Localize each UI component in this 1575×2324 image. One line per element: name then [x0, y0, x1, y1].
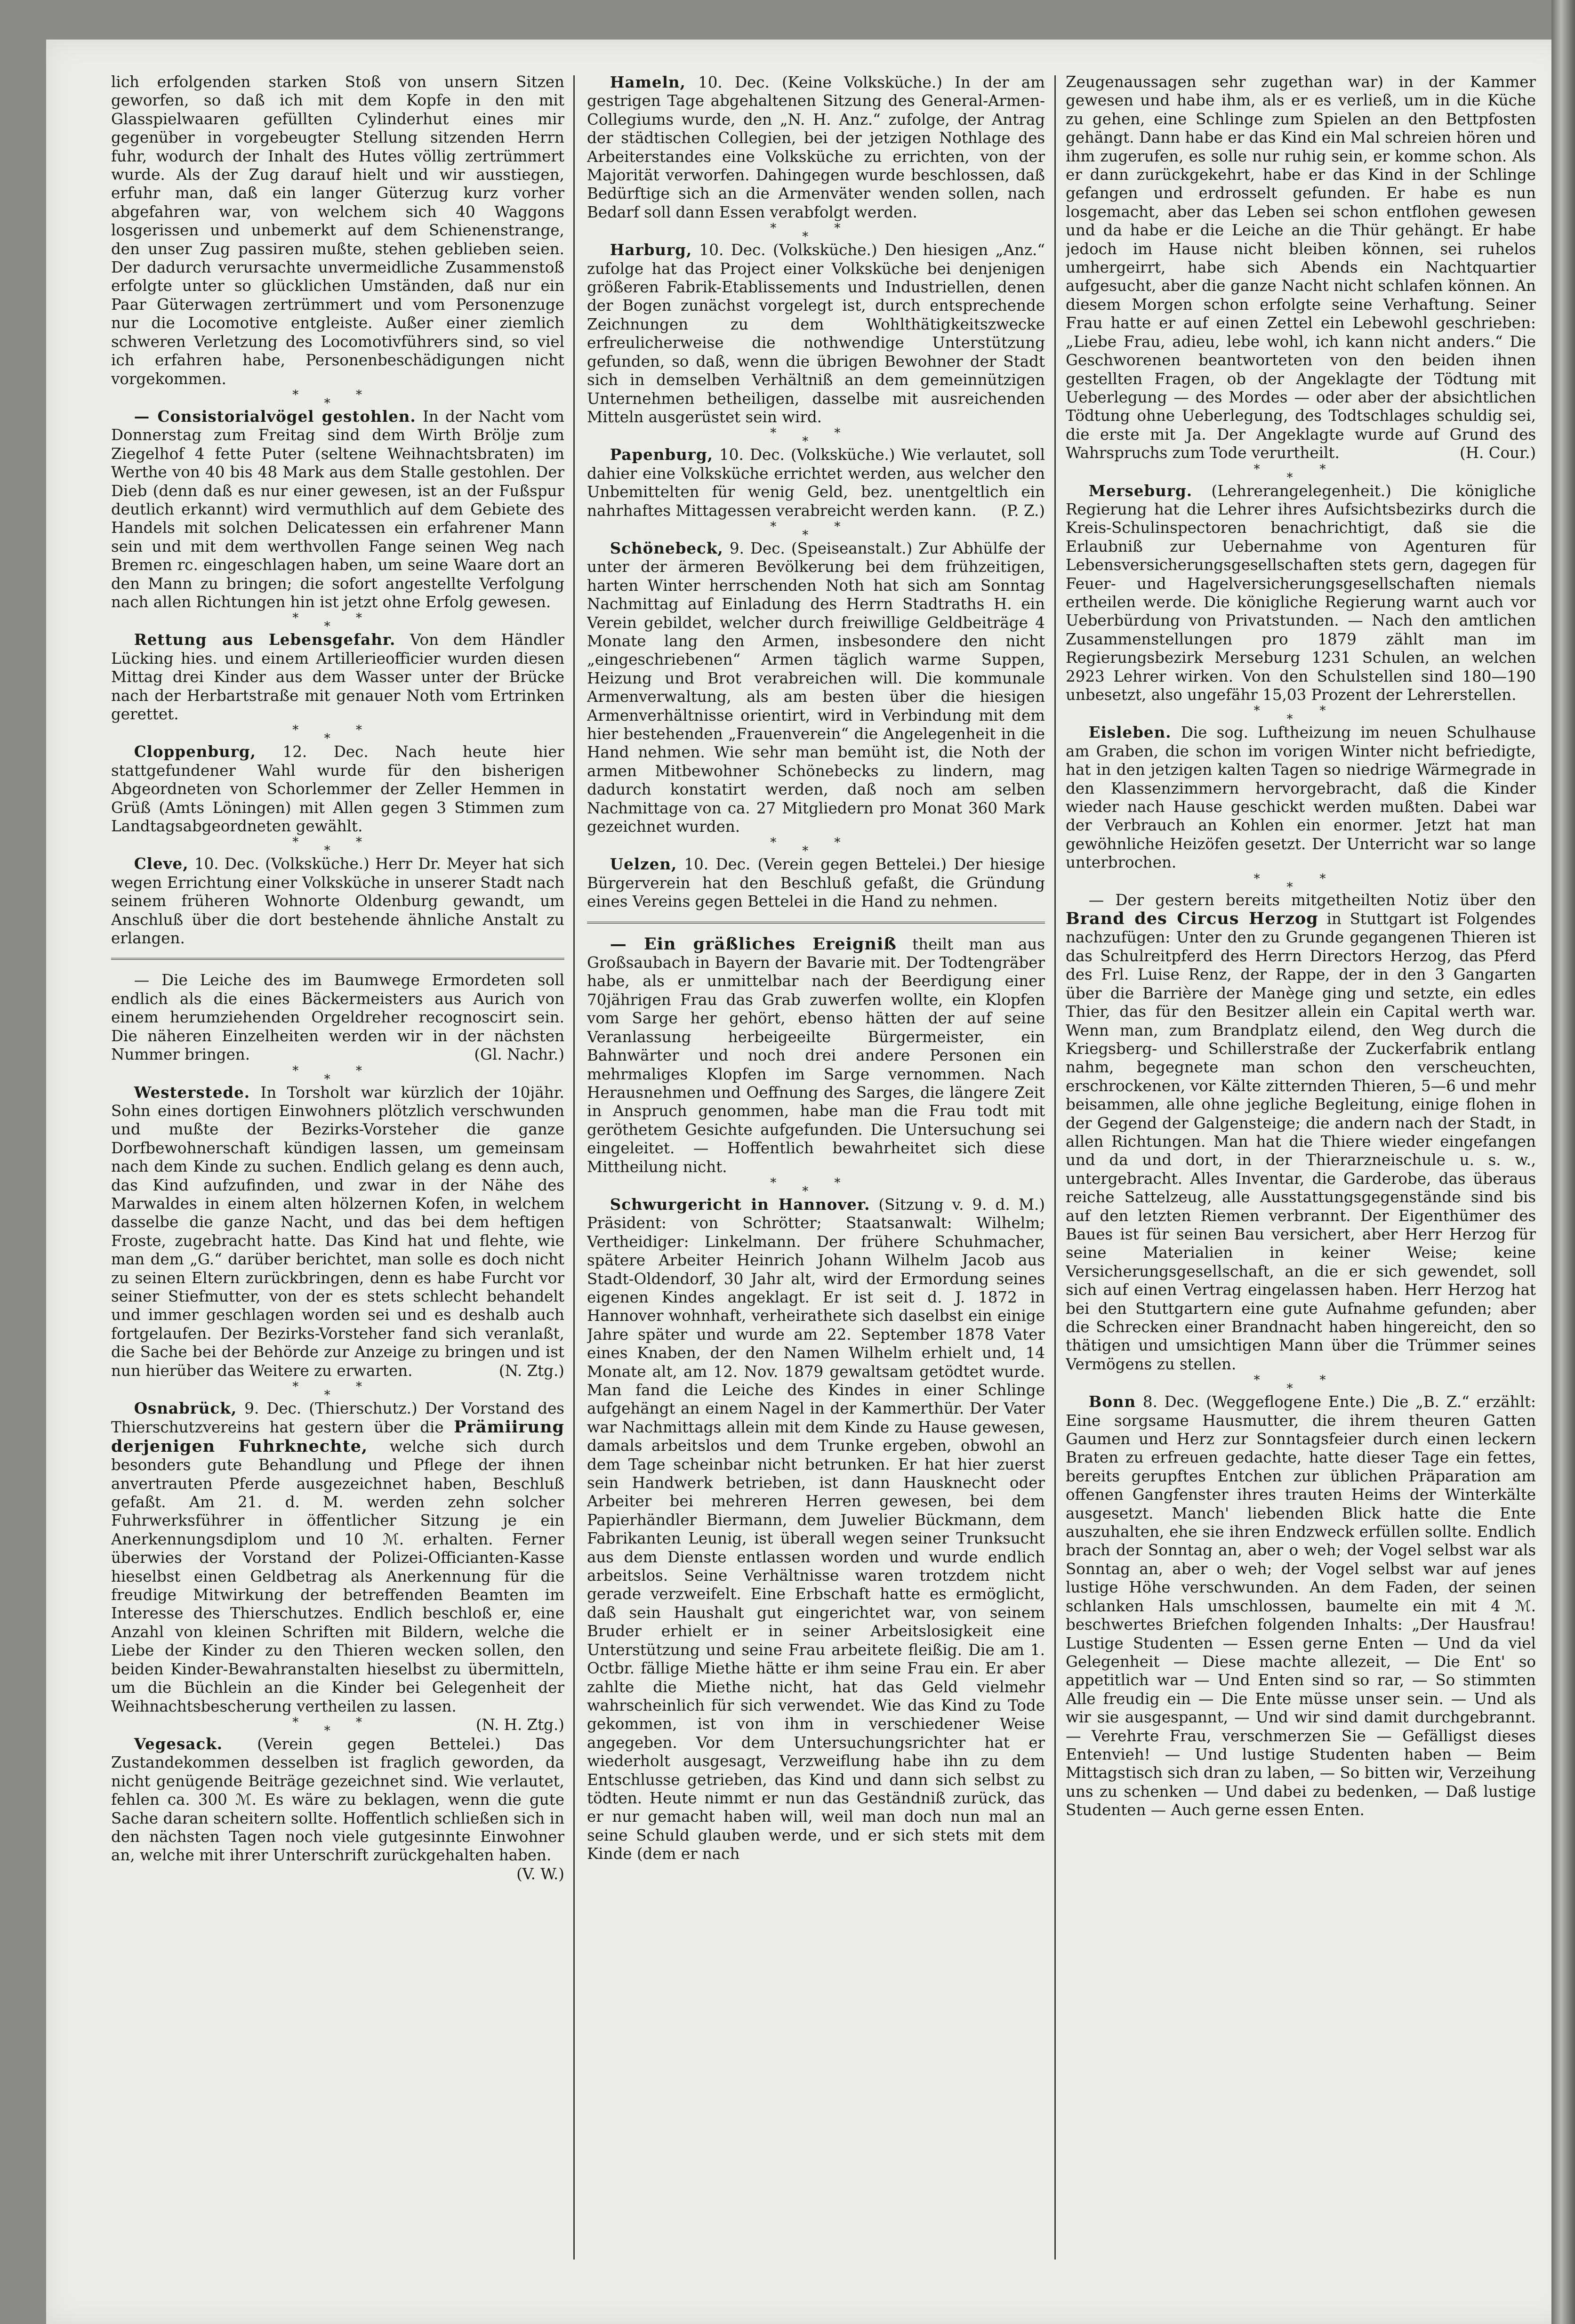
article-body: lich erfolgenden starken Stoß von unsern Sitzen geworfen, so daß ich mit dem Kopfe in den mit Glasspielwaaren gefüllten Cylinderhut eines mir gegenüber in vorgebeugter Stellung sitzenden Herrn fuhr, wodurch der Inhalt des Hutes völlig zertrümmert wurde. Als der Zug darauf hielt und wir ausstiegen, erfuhr man, daß ein langer Güterzug kurz vorher abgefahren war, von welchem sich 40 Waggons losgerissen und unbemerkt auf dem Schienenstrange, den unser Zug passiren mußte, stehen geblieben seien. Der dadurch verursachte unvermeidliche Zusammenstoß erfolgte unter so glücklichen Umständen, daß nur ein Paar Güterwagen zertrümmert und vom Personenzuge nur die Locomotive entgleiste. Außer einer ziemlich schweren Verletzung des Locomotivführers sind, so viel ich erfahren habe, Personenbeschädigungen nicht vorgekommen.	[111, 73, 564, 388]
article-body: welche sich durch besonders gute Behandlung und Pflege der ihnen anvertrauten Pferde ausgezeichnet haben, Beschluß gefaßt. Am 21. d. M. werden zehn solcher Fuhrwerksführer in öffentlicher Sitzung je ein Anerkennungsdiplom und 10 ℳ. erhalten. Ferner überwies der Vorstand der Polizei-Officianten-Kasse hieselbst einen Geldbetrag als Anerkennung für die freudige Mitwirkung der betreffenden Beamten im Interesse des Thierschutzes. Endlich beschloß er, eine Anzahl von kleinen Schriften mit Bildern, welche die Liebe der Kinder zu den Thieren wecken sollen, den beiden Kinder-Bewahranstalten hieselbst zu übermitteln, um die Büchlein an die Kinder bei Gelegenheit der Weihnachtsbescherung vertheilen zu lassen.	[111, 1437, 564, 1715]
separator-asterisks: * * *	[770, 426, 841, 449]
column-left	[111, 73, 564, 2285]
article-bonn	[1066, 1392, 1536, 1819]
article-headline: Schönebeck,	[610, 539, 723, 557]
section-divider	[111, 958, 564, 965]
separator-asterisks: * * *	[292, 1380, 362, 1402]
article-consistorialvoegel	[111, 407, 564, 611]
article-leiche	[111, 971, 564, 1064]
article-ereignis	[587, 935, 1045, 1176]
separator-asterisks: * * *	[1254, 1373, 1326, 1396]
separator-asterisks: * * *	[1254, 462, 1326, 485]
article-harburg	[587, 241, 1045, 426]
source-credit: (N. Ztg.)	[498, 1361, 564, 1380]
article-headline: Osnabrück,	[134, 1399, 237, 1417]
article-body: (Verein gegen Bettelei.) Das Zustandekommen desselben ist fraglich geworden, da nicht genügende Beiträge gezeichnet sind. Wie verlautet, fehlen ca. 300 ℳ. Es wäre zu beklagen, wenn die gute Sache daran scheitern sollte. Hoffentlich schließen sich in den nächsten Tagen noch viele gutgesinnte Einwohner an, welche mit ihrer Unterschrift zurückgehalten haben.	[111, 1735, 564, 1865]
article-cleve	[111, 854, 564, 948]
section-divider	[587, 922, 1045, 928]
article-headline: Uelzen,	[610, 855, 677, 874]
article-westerstede	[111, 1083, 564, 1381]
source-credit: (Gl. Nachr.)	[474, 1045, 564, 1064]
article-schwurgericht-continued	[1066, 73, 1536, 463]
article-body: 9. Dec. (Speiseanstalt.) Zur Abhülfe der unter der ärmeren Bevölkerung bei dem frühzeitigen, harten Winter herrschenden Noth hat sich am Sonntag Nachmittag auf Einladung des Herrn Stadtraths H. ein Verein gebildet, welcher durch freiwillige Geldbeiträge 4 Monate lang den Armen, insbesondere den nicht „eingeschriebenen“ Armen täglich warme Suppen, Heizung und Brot verabreichen will. Die kommunale Armenverwaltung, als am besten über die hiesigen Armenverhältnisse orientirt, wird in Verbindung mit dem hier bestehenden „Frauenverein“ die Angelegenheit in die Hand nehmen. Wie sehr man bemüht ist, die Noth der armen Mitbewohner Schönebecks zu lindern, mag dadurch konstatirt werden, daß noch am selben Nachmittage von ca. 27 Mitgliedern pro Monat 360 Mark gezeichnet wurden.	[587, 539, 1045, 836]
article-body: 10. Dec. (Keine Volksküche.) In der am gestrigen Tage abgehaltenen Sitzung des General-Armen-Collegiums wurde, den „N. H. Anz.“ zufolge, der Antrag der städtischen Collegien, bei der jetzigen Nothlage des Arbeiterstandes eine Volksküche zu errichten, von der Majorität verworfen. Dahingegen wurde beschlossen, daß Bedürftige sich an die Armenväter wenden sollen, nach Bedarf soll dann Essen verabfolgt werden.	[587, 73, 1045, 221]
source-credit: (P. Z.)	[1001, 501, 1045, 520]
separator-asterisks: * * *	[770, 836, 841, 859]
column-rule	[573, 75, 575, 2260]
article-body: — Die Leiche des im Baumwege Ermordeten soll endlich als die eines Bäckermeisters aus Aurich von einem herumziehenden Orgeldreher recognoscirt sein. Die näheren Einzelheiten werden wir in der nächsten Nummer bringen.	[111, 971, 564, 1064]
article-headline: Cloppenburg,	[134, 742, 256, 761]
separator-asterisks: * * *	[1254, 871, 1326, 894]
article-headline: Schwurgericht in Hannover.	[610, 1195, 870, 1214]
article-circus-herzog	[1066, 891, 1536, 1374]
article-body: in Stuttgart ist Folgendes nachzufügen: Unter den zu Grunde gegangenen Thieren ist das Schulreitpferd des Herrn Directors Herzog, das Pferd des Frl. Luise Renz, der Rappe, der in den 3 Gangarten über die Barrière der Manège ging und setzte, ein edles Thier, das für den Besitzer allein ein Capital werth war. Wenn man, zum Brandplatz eilend, den Weg durch die Kriegsberg- und Schillerstraße der Zuckerfabrik entlang nahm, begegnete man schon den verscheuchten, erschrockenen, vor Kälte zitternden Thieren, 5—6 und mehr beisammen, alle ohne jegliche Begleitung, einige flohen in der Gegend der Galgensteige; die andern nach der Stadt, in allen Richtungen. Man hat die Thiere wieder eingefangen und da und dort, in der Thierarzneischule u. s. w., untergebracht. Alles Inventar, die Garderobe, das überaus reiche Sattelzeug, alle Ausstattungsgegenstände sind bis auf den letzten Riemen verbrannt. Der Eigenthümer des Baues ist für seinen Bau versichert, aber Herr Herzog für seine Materialien in keiner Weise; keine Versicherungsgesellschaft, an die er sich gewendet, soll sich auf einen Vertrag eingelassen haben. Herr Herzog hat bei den Stuttgartern eine gute Aufnahme gefunden; aber die Schrecken einer Brandnacht haben hingereicht, den so thätigen und umsichtigen Mann über die Trümmer seines Vermögens zu stellen.	[1066, 910, 1536, 1373]
article-headline: Bonn	[1088, 1392, 1136, 1411]
article-papenburg	[587, 445, 1045, 520]
article-headline: Hameln,	[610, 73, 686, 91]
article-headline: Eisleben.	[1088, 723, 1172, 742]
article-body: 12. Dec. Nach heute hier stattgefundener Wahl wurde für den bisherigen Abgeordneten von Schorlemmer der Zeller Hemmen in Grüß (Amts Löningen) mit Allen gegen 3 Stimmen zum Landtagsabgeordneten gewählt.	[111, 743, 564, 836]
article-body: Zeugenaussagen sehr zugethan war) in der Kammer gewesen und habe ihm, als er es verließ, um in die Küche zu gehen, eine Schlinge zum Spielen an den Bettpfosten gehängt. Dann habe er das Kind ein Mal schreien hören und ihm zugerufen, es solle nur ruhig sein, er komme schon. Als er dann zurückgekehrt, habe er das Kind in der Schlinge gefangen und erdrosselt gefunden. Er habe es nun losgemacht, aber das Leben sei schon entflohen gewesen und da habe er die Leiche an die Thür gehängt. Er habe jedoch im Hause nicht bleiben können, sei ruhelos umhergeirrt, habe sich Abends ein Nachtquartier aufgesucht, aber die ganze Nacht nicht schlafen können. An diesem Morgen schon erfolgte seine Verhaftung. Seiner Frau hatte er auf einen Zettel ein Lebewohl geschrieben: „Liebe Frau, adieu, lebe wohl, ich kann nicht anders.“ Die Geschworenen beantworteten von den beiden ihnen gestellten Fragen, ob der Angeklagte der Tödtung mit Ueberlegung — des Mordes — oder aber der absichtlichen Tödtung ohne Ueberlegung, des Todtschlages schuldig sei, die erste mit Ja. Der Angeklagte wurde auf Grund des Wahrspruchs zum Tode verurtheilt.	[1066, 73, 1536, 462]
article-body: (Sitzung v. 9. d. M.) Präsident: von Schrötter; Staatsanwalt: Wilhelm; Vertheidiger: Linkelmann. Der frühere Schuhmacher, spätere Arbeiter Heinrich Johann Wilhelm Jacob aus Stadt-Oldendorf, 30 Jahr alt, wird der Ermordung seines eigenen Kindes angeklagt. Er ist seit d. J. 1872 in Hannover wohnhaft, verheirathete sich daselbst ein einige Jahre später und wurde am 22. September 1878 Vater eines Knaben, der den Namen Wilhelm erhielt und, 14 Monate alt, am 12. Nov. 1879 gewaltsam getödtet wurde. Man fand die Leiche des Kindes in einer Schlinge aufgehängt an einem Nagel in der Kammerthür. Der Vater war Nachmittags allein mit dem Kinde zu Hause gewesen, damals arbeitslos und dem Trunke ergeben, obwohl an dem Tage scheinbar nicht betrunken. Er hat hier zuerst sein Handwerk betrieben, ist dann Hausknecht oder Arbeiter bei mehreren Herren gewesen, bei dem Papierhändler Biermann, dem Juwelier Bückmann, dem Fabrikanten Leunig, ist überall wegen seiner Trunksucht aus dem Dienste entlassen worden und wurde endlich arbeitslos. Seine Verhältnisse waren trotzdem nicht gerade verzweifelt. Eine Erbschaft hatte es ermöglicht, daß sein Haushalt gut eingerichtet war, von seinem Bruder erhielt er in seiner Arbeitslosigkeit eine Unterstützung und seine Frau arbeitete fleißig. Die am 1. Octbr. fällige Miethe hätte er ihm seine Frau ein. Er aber zahlte die Miethe nicht, hat das Geld vielmehr wahrscheinlich für sich verwendet. Wie das Kind zu Tode gekommen, ist von ihm in verschiedener Weise angegeben. Vor dem Untersuchungsrichter hat er wiederholt ausgesagt, Verzweiflung habe ihn zu dem Entschlusse getrieben, das Kind und dann sich selbst zu tödten. Heute nimmt er nun das Geständniß zurück, das er nur gemacht haben will, weil man doch nun mal an seine Schuld glauben werde, und er sich stets mit dem Kinde (dem er nach	[587, 1195, 1045, 1863]
column-rule	[1054, 75, 1056, 2260]
separator-asterisks: * * *	[292, 1715, 362, 1738]
column-middle	[587, 73, 1045, 2285]
article-body: 10. Dec. (Volksküche.) Wie verlautet, soll dahier eine Volksküche errichtet werden, aus welcher den Unbemittelten für wenig Geld, bez. unentgeltlich ein nahrhaftes Mittagessen verabreicht werden kann.	[587, 446, 1045, 520]
article-headline: Brand des Circus Herzog	[1066, 909, 1318, 929]
article-headline: — Consistorialvögel gestohlen.	[134, 407, 416, 426]
article-uelzen	[587, 855, 1045, 911]
page-edge	[1551, 0, 1575, 2324]
article-headline: Cleve,	[134, 854, 189, 873]
article-body: 8. Dec. (Weggeflogene Ente.) Die „B. Z.“ erzählt: Eine sorgsame Hausmutter, die ihrem theuren Gatten Gaumen und Herz zur Sonntagsfeier durch einen leckern Braten zu erfreuen gedachte, hatte dieser Tage ein fettes, bereits gerupftes Entchen zur üblichen Präparation am offenen Gangfenster ihres trauten Heims der Winterkälte ausgesetzt. Manch' liebenden Blick hatte die Ente auszuhalten, ehe sie ihren Endzweck erfüllen sollte. Endlich brach der Sonntag an, aber o weh; der Vogel selbst war als Sonntag an, aber o weh; der Vogel selbst war auf jenes lustige Höhe verschwunden. An dem Faden, der seinen schlanken Hals umschlossen, baumelte ein mit 4 ℳ. beschwertes Briefchen folgenden Inhalts: „Der Hausfrau! Lustige Studenten — Essen gerne Enten — Und da viel Gelegenheit — Diese machte allezeit, — Die Ent' so appetitlich war — Und Enten sind so rar, — So stimmten Alle freudig ein — Die Ente müsse unser sein. — Und als wir sie ausgespannt, — Und wir sind damit durchgebrannt. — Verehrte Frau, verschmerzen Sie — Gefälligst dieses Entenvieh! — Und lustige Studenten haben — Beim Mittagstisch sich dran zu laben, — So bitten wir, Verzeihung uns zu schenken — Und dabei zu bedenken, — Daß lustige Studenten — Auch gerne essen Enten.	[1066, 1393, 1536, 1819]
article-body: In Torsholt war kürzlich der 10jähr. Sohn eines dortigen Einwohners plötzlich verschwunden und mußte der Bezirks-Vorsteher die ganze Dorfbewohnerschaft kündigen lassen, um gemeinsam nach dem Kinde zu suchen. Endlich gelang es denn auch, das Kind aufzufinden, und zwar in der Nähe des Marwaldes in einem alten hölzernen Kofen, in welchem dasselbe die ganze Nacht, und das bei dem heftigen Froste, zugebracht hatte. Das Kind hat und flehte, wie man dem „G.“ darüber berichtet, man solle es doch nicht zu seinen Eltern zurückbringen, denn es habe Furcht vor seiner Stiefmutter, von der es stets schlecht behandelt und immer geschlagen worden sei und es deshalb auch fortgelaufen. Der Bezirks-Vorsteher fand sich veranlaßt, die Sache bei der Behörde zur Anzeige zu bringen und ist nun hierüber das Weitere zu erwarten.	[111, 1083, 564, 1380]
article-train-collision	[111, 73, 564, 388]
column-right	[1066, 73, 1536, 2285]
article-headline: Harburg,	[610, 241, 692, 259]
article-headline: Rettung aus Lebensgefahr.	[134, 630, 396, 649]
article-osnabrueck	[111, 1399, 564, 1734]
article-body: 10. Dec. (Volksküche.) Den hiesigen „Anz.“ zufolge hat das Project einer Volksküche bei denjenigen größeren Fabrik-Etablissements und Industriellen, denen der Bogen zunächst vorgelegt ist, durch entsprechende Zeichnungen zu dem Wohlthätigkeitszwecke erfreulicherweise die nothwendige Unterstützung gefunden, so daß, wenn die übrigen Bewohner der Stadt sich in demselben Verhältniß an dem gemeinnützigen Unternehmen betheiligen, dasselbe mit ausreichenden Mitteln ausgerüstet sein wird.	[587, 241, 1045, 426]
article-cloppenburg	[111, 742, 564, 836]
article-schwurgericht	[587, 1195, 1045, 1864]
separator-asterisks: * * *	[292, 387, 362, 410]
article-headline: Papenburg,	[610, 445, 713, 464]
article-body: 10. Dec. (Verein gegen Bettelei.) Der hiesige Bürgerverein hat den Beschluß gefaßt, die Gründung eines Vereins gegen Bettelei in die Hand zu nehmen.	[587, 855, 1045, 911]
article-eisleben	[1066, 723, 1536, 872]
article-body: (Lehrerangelegenheit.) Die königliche Regierung hat die Lehrer ihres Aufsichtsbezirks durch die Kreis-Schulinspectoren benachrichtigt, daß sie die Erlaubniß zur Uebernahme von Agenturen für Lebensversicherungsgesellschaften stets gern, dagegen für Feuer- und Hagelversicherungsgesellschaften niemals ertheilen werde. Die königliche Regierung warnt auch vor Ueberbürdung von Privatstunden. — Nach den amtlichen Zusammenstellungen pro 1879 zählt man im Regierungsbezirk Merseburg 1231 Schulen, an welchen 2923 Lehrer wirken. Von den Schulstellen sind 180—190 unbesetzt, also ungefähr 15,03 Prozent der Lehrerstellen.	[1066, 482, 1536, 704]
article-rettung	[111, 630, 564, 724]
article-headline: Merseburg.	[1088, 481, 1193, 500]
article-body: theilt man aus Großsaubach in Bayern der Bavarie mit. Der Todtengräber habe, als er unmittelbar nach der Beerdigung einer 70jährigen Frau das Grab zuwerfen wollte, ein Klopfen vom Sarge her gehört, ebenso hätten der auf seine Veranlassung herbeigeeilte Bürgermeister, ein Bahnwärter und noch drei andere Personen ein mehrmaliges Klopfen im Sarge vernommen. Nach Herausnehmen und Oeffnung des Sarges, die längere Zeit in Anspruch genommen, habe man die Frau todt mit geröthetem Gesichte aufgefunden. Die Untersuchung sei eingeleitet. — Hoffentlich bewahrheitet sich diese Mittheilung nicht.	[587, 935, 1045, 1176]
article-body: — Der gestern bereits mitgetheilten Notiz über den	[1088, 891, 1536, 909]
source-credit: (N. H. Ztg.)	[475, 1715, 564, 1734]
article-body: 9. Dec. (Thierschutz.) Der Vorstand des Thierschutzvereins hat gestern über die	[111, 1399, 564, 1437]
separator-asterisks: * * *	[770, 221, 841, 244]
article-body: In der Nacht vom Donnerstag zum Freitag sind dem Wirth Brölje zum Ziegelhof 4 fette Puter (seltene Weihnachtsbraten) im Werthe von 40 bis 48 Mark aus dem Stalle gestohlen. Der Dieb (denn daß es nur einer gewesen, ist an der Fußspur deutlich erkannt) wird vermuthlich auf dem Gebiete des Handels mit solchen Delicatessen ein erfahrener Mann sein und mit dem werthvollen Fange seinen Weg nach Bremen rc. eingeschlagen haben, um seine Waare dort an den Mann zu bringen; die sofort angestellte Verfolgung nach allen Richtungen hin ist jetzt ohne Erfolg gewesen.	[111, 407, 564, 611]
article-highlight: Prämiirung derjenigen Fuhrknechte,	[111, 1417, 564, 1456]
article-body: Von dem Händler Lücking hies. und einem Artillerieofficier wurden diesen Mittag drei Kinder aus dem Wasser unter der Brücke nach der Herbartstraße mit genauer Noth vom Ertrinken gerettet.	[111, 631, 564, 723]
source-credit: (V. W.)	[516, 1865, 564, 1883]
article-merseburg	[1066, 482, 1536, 705]
article-body: 10. Dec. (Volksküche.) Herr Dr. Meyer hat sich wegen Errichtung einer Volksküche in unserer Stadt nach seinem früheren Wohnorte Oldenburg gewandt, um Anschluß über die dort bestehende ähnliche Anstalt zu erlangen.	[111, 855, 564, 948]
article-body: Die sog. Luftheizung im neuen Schulhause am Graben, die schon im vorigen Winter nicht befriedigte, hat in den jetzigen kalten Tagen so niedrige Wärmegrade in den Klassenzimmern hervorgebracht, daß die Kinder wieder nach Hause geschickt werden mußten. Dabei war der Verbrauch an Kohlen ein enormer. Jetzt hat man gewöhnliche Heizöfen gesetzt. Der Unterricht war so lange unterbrochen.	[1066, 724, 1536, 872]
article-headline: Westerstede.	[134, 1083, 250, 1102]
separator-asterisks: * * *	[770, 1175, 841, 1198]
article-headline: Vegesack.	[134, 1734, 223, 1753]
article-hameln	[587, 73, 1045, 222]
separator-asterisks: * * *	[292, 611, 362, 634]
separator-asterisks: * * *	[292, 835, 362, 858]
article-vegesack	[111, 1734, 564, 1883]
separator-asterisks: * * *	[1254, 704, 1326, 727]
source-credit: (H. Cour.)	[1459, 444, 1536, 462]
separator-asterisks: * * *	[770, 519, 841, 542]
article-headline: — Ein gräßliches Ereigniß	[610, 934, 897, 954]
separator-asterisks: * * *	[292, 723, 362, 746]
article-schoenebeck	[587, 539, 1045, 836]
separator-asterisks: * * *	[292, 1063, 362, 1086]
